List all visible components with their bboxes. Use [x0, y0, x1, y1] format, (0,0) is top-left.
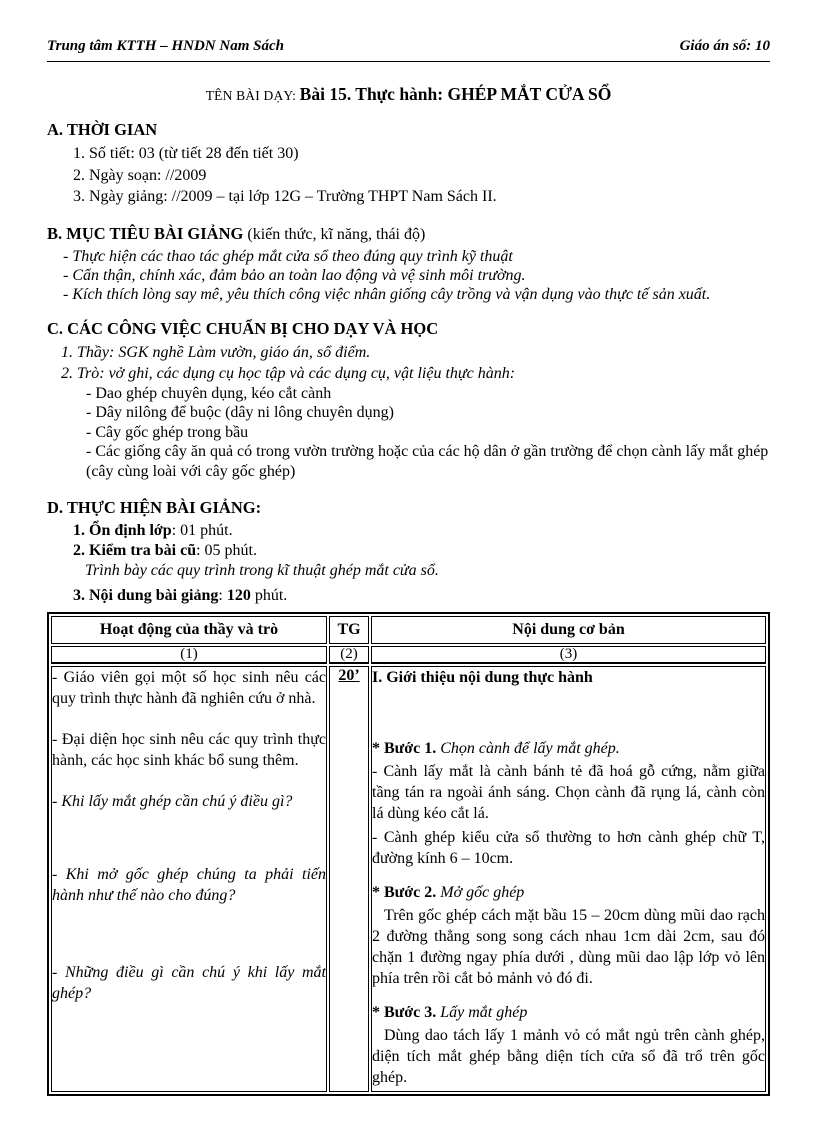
- section-d-item-2-label: 2. Kiểm tra bài cũ: [73, 542, 197, 559]
- section-d-item-3-sep: :: [218, 587, 227, 604]
- table-colnum-1: (1): [51, 646, 327, 664]
- step-2-paragraph: Trên gốc ghép cách mặt bầu 15 – 20cm dùng mũi dao rạch 2 đường thẳng song song cách nhau 1cm dài 2cm, sau đó chặn 1 đường ngay phía dưới , dùng mũi dao lập lớp vỏ lên phía trên rồi cắt bỏ mảnh vỏ đó đi.: [372, 907, 765, 987]
- teacher-question: - Những điều gì cần chú ý khi lấy mắt ghép?: [52, 964, 326, 1002]
- step-3-heading: [372, 1002, 765, 1023]
- section-c-item-teacher: 1. Thầy: SGK nghề Làm vườn, giáo án, sổ điểm.: [61, 343, 371, 361]
- document-header: [47, 0, 770, 62]
- section-d-item-3-label: 3. Nội dung bài giảng: [73, 587, 219, 604]
- activity-paragraph: - Giáo viên gọi một số học sinh nêu các quy trình thực hành đã nghiên cứu ở nhà.: [52, 669, 326, 707]
- lesson-title-prefix: TÊN BÀI DẠY:: [205, 88, 300, 103]
- section-d-item-2: [73, 541, 770, 561]
- step-1-paragraph: - Cành lấy mắt là cành bánh tẻ đã hoá gỗ cứng, nằm giữa tầng tán ra ngoài ánh sáng. Chọn cành đã rụng lá, cành còn lá dùng kéo cắt lá.: [372, 763, 765, 822]
- section-d-item-3-minutes: 120: [226, 587, 251, 604]
- step-2-name: Mở gốc ghép: [436, 884, 525, 901]
- section-a-heading: A. THỜI GIAN: [47, 120, 158, 139]
- section-c-item-student: 2. Trò: vở ghi, các dụng cụ học tập và các dụng cụ, vật liệu thực hành:: [61, 364, 516, 382]
- header-left-org: Trung tâm KTTH – HNDN Nam Sách: [47, 38, 284, 54]
- section-d-item-1-value: : 01 phút.: [171, 522, 233, 539]
- time-cell: [329, 666, 369, 1092]
- table-header-activities: Hoạt động của thầy và trò: [51, 616, 327, 644]
- section-c-numbered-list: [47, 342, 770, 384]
- step-3-paragraph: Dùng dao tách lấy 1 mảnh vỏ có mắt ngủ trên cành ghép, diện tích mắt ghép bằng diện tích cửa sổ đã trổ trên gốc ghép.: [372, 1027, 765, 1086]
- section-d-item-3-unit: phút.: [250, 587, 288, 604]
- section-d-heading: D. THỰC HIỆN BÀI GIẢNG:: [47, 498, 262, 517]
- step-1-heading: [372, 738, 765, 759]
- table-number-row: [51, 646, 766, 664]
- table-colnum-3: (3): [371, 646, 766, 664]
- section-a-item: 3. Ngày giảng: //2009 – tại lớp 12G – Trường THPT Nam Sách II.: [73, 188, 497, 205]
- section-b-item: - Thực hiện các thao tác ghép mắt cửa sổ theo đúng quy trình kỹ thuật: [63, 247, 513, 265]
- time-value: 20’: [338, 667, 360, 684]
- lesson-title-main: Bài 15. Thực hành: GHÉP MẮT CỬA SỔ: [299, 84, 612, 104]
- section-a-item: 2. Ngày soạn: //2009: [73, 166, 207, 184]
- step-2-heading: [372, 882, 765, 903]
- activities-cell: [51, 666, 327, 1092]
- section-c-sub-item: - Các giống cây ăn quả có trong vườn trường hoặc của các hộ dân ở gần trường để chọn cành lấy mắt ghép (cây cùng loài với cây gốc ghép): [86, 443, 769, 480]
- section-a-item: 1. Số tiết: 03 (từ tiết 28 đến tiết 30): [73, 145, 299, 162]
- teacher-question: - Khi mở gốc ghép chúng ta phải tiến hành như thế nào cho đúng?: [52, 866, 326, 904]
- teacher-question: - Khi lấy mắt ghép cần chú ý điều gì?: [52, 793, 293, 810]
- section-d-list: [47, 521, 770, 606]
- section-c-sub-item: - Dao ghép chuyên dụng, kéo cắt cành: [86, 384, 332, 402]
- table-body-row: [51, 666, 766, 1092]
- section-b-item: - Kích thích lòng say mê, yêu thích công việc nhân giống cây trồng và vận dụng vào thực tế sản xuất.: [63, 285, 711, 303]
- step-3-name: Lấy mắt ghép: [436, 1004, 528, 1021]
- section-b-list: [47, 247, 770, 304]
- content-cell: [371, 666, 766, 1092]
- section-d-item-2-value: : 05 phút.: [196, 542, 257, 559]
- step-2-label: * Bước 2.: [372, 884, 437, 901]
- section-b-heading: [47, 223, 770, 245]
- section-b-heading-note: (kiến thức, kĩ năng, thái độ): [243, 225, 426, 243]
- table-header-content: Nội dung cơ bản: [371, 616, 766, 644]
- section-a-list: [47, 143, 770, 208]
- section-c-sub-item: - Dây nilông để buộc (dây ni lông chuyên dụng): [86, 404, 394, 421]
- section-b-item: - Cẩn thận, chính xác, đảm bảo an toàn lao động và vệ sinh môi trường.: [63, 266, 526, 284]
- content-section-title: I. Giới thiệu nội dung thực hành: [372, 669, 593, 686]
- step-3-label: * Bước 3.: [372, 1004, 437, 1021]
- section-c-sub-item: - Cây gốc ghép trong bầu: [86, 423, 249, 441]
- section-c-heading: C. CÁC CÔNG VIỆC CHUẨN BỊ CHO DẠY VÀ HỌC: [47, 318, 439, 338]
- section-d-item-2-note: Trình bày các quy trình trong kĩ thuật ghép mắt cửa sổ.: [85, 562, 439, 579]
- section-c-sub-list: [47, 384, 770, 482]
- table-header-row: [51, 616, 766, 644]
- section-b-heading-bold: B. MỤC TIÊU BÀI GIẢNG: [47, 223, 244, 243]
- header-right-number: Giáo án số: 10: [679, 38, 770, 54]
- step-1-paragraph: - Cành ghép kiểu cửa sổ thường to hơn cành ghép chữ T, đường kính 6 – 10cm.: [372, 829, 765, 867]
- table-header-time: TG: [329, 616, 369, 644]
- step-1-name: Chọn cành để lấy mắt ghép.: [436, 740, 620, 757]
- section-d-item-1-label: 1. Ổn định lớp: [73, 522, 172, 539]
- section-d-item-1: [73, 521, 770, 541]
- table-colnum-2: (2): [329, 646, 369, 664]
- activity-paragraph: - Đại diện học sinh nêu các quy trình thực hành, các học sinh khác bổ sung thêm.: [52, 731, 326, 769]
- lesson-content-table: [47, 612, 770, 1096]
- step-1-label: * Bước 1.: [372, 740, 437, 757]
- section-d-item-3: [73, 586, 770, 606]
- lesson-title: [47, 84, 770, 105]
